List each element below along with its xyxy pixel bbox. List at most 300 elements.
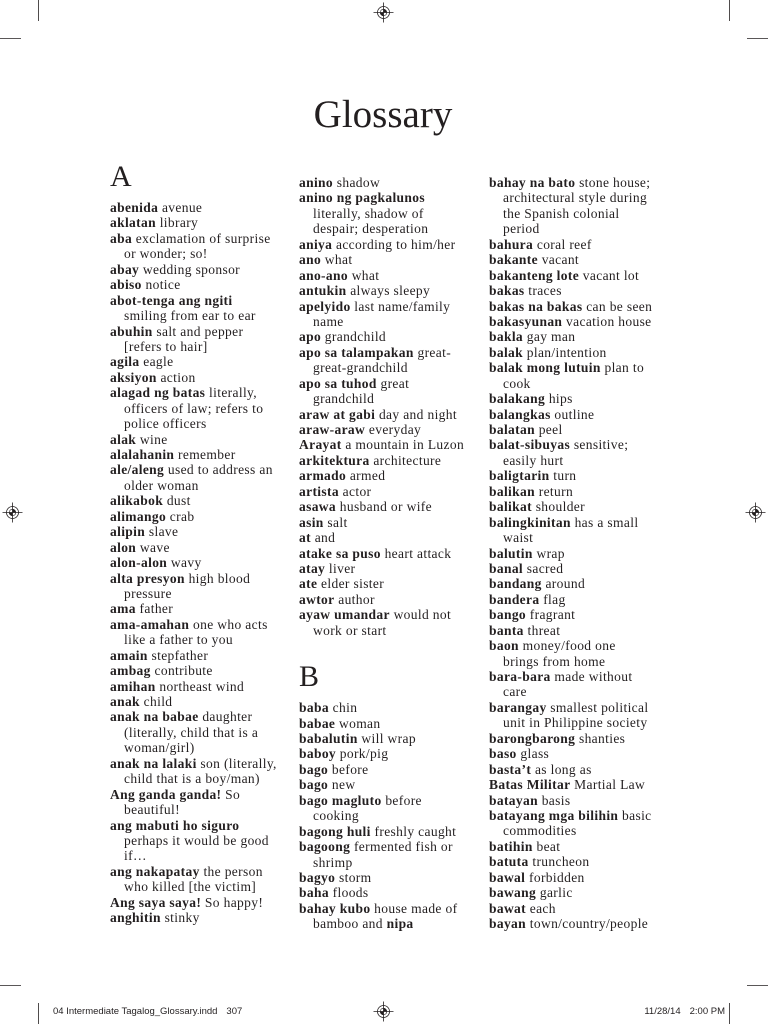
- entry-headword: Arayat: [299, 437, 342, 453]
- entry-continuation-line: [489, 376, 669, 391]
- entry-definition-continued: beautiful!: [124, 802, 180, 818]
- entry-first-line: [299, 700, 479, 715]
- entry-first-line: [110, 787, 290, 802]
- entry-first-line: [299, 299, 479, 314]
- glossary-column-2: [299, 175, 479, 932]
- entry-definition: storm: [339, 869, 372, 885]
- section-letter-heading: B: [299, 660, 320, 694]
- entry-first-line: [489, 870, 669, 885]
- entry-first-line: [299, 437, 479, 452]
- entry-definition: action: [160, 369, 196, 385]
- glossary-entry: [489, 638, 669, 669]
- entry-definition-continued: if…: [124, 848, 147, 864]
- glossary-entry: [110, 601, 290, 616]
- entry-headword: abiso: [110, 277, 142, 293]
- entry-first-line: [489, 762, 669, 777]
- entry-definition: threat: [527, 622, 561, 638]
- entry-first-line: [489, 777, 669, 792]
- entry-definition: floods: [332, 885, 369, 901]
- section-letter-heading: A: [110, 160, 132, 193]
- entry-headword: balikan: [489, 483, 535, 499]
- entry-headword: arkitektura: [299, 452, 370, 468]
- glossary-entry: [299, 407, 479, 422]
- entry-headword: balatan: [489, 422, 535, 437]
- glossary-entry: [110, 493, 290, 508]
- entry-headword: alipin: [110, 524, 146, 540]
- entry-definition: stepfather: [151, 647, 209, 663]
- entry-definition-continued: bamboo and: [313, 916, 383, 932]
- entry-continuation-line: [110, 848, 290, 863]
- entry-definition-continued: care: [503, 684, 527, 700]
- entry-headword: barongbarong: [489, 730, 576, 746]
- entry-headword: apo sa talampakan: [299, 344, 414, 360]
- glossary-entry: [299, 731, 479, 746]
- glossary-entry: [489, 252, 669, 267]
- entry-headword: amain: [110, 647, 148, 663]
- entry-definition: salt: [327, 514, 348, 530]
- entry-definition: northeast wind: [159, 678, 245, 694]
- entry-definition: basic: [622, 807, 652, 823]
- entry-first-line: [110, 385, 290, 400]
- entry-definition: child: [143, 694, 173, 709]
- entry-definition: So: [225, 786, 241, 802]
- entry-first-line: [489, 437, 669, 452]
- glossary-entry: [489, 576, 669, 591]
- entry-headword: babae: [299, 715, 336, 731]
- glossary-entry: [489, 808, 669, 839]
- entry-definition: the person: [203, 863, 263, 879]
- entry-first-line: [299, 499, 479, 514]
- glossary-entry: [489, 546, 669, 561]
- entry-definition: Martial Law: [574, 777, 646, 793]
- entry-first-line: [299, 824, 479, 839]
- entry-definition: used to address an: [167, 462, 273, 478]
- entry-first-line: [110, 648, 290, 663]
- glossary-entry: [299, 870, 479, 885]
- entry-first-line: [489, 422, 669, 437]
- entry-headword: ang nakapatay: [110, 863, 200, 879]
- glossary-entry: [110, 509, 290, 524]
- glossary-entry: [299, 422, 479, 437]
- entry-headword: abenida: [110, 200, 159, 215]
- entry-definition: great: [380, 375, 410, 391]
- entry-headword: ano: [299, 252, 322, 268]
- entry-first-line: [489, 793, 669, 808]
- entry-continuation-line: [110, 725, 290, 740]
- entry-first-line: [299, 484, 479, 499]
- entry-definition: one who acts: [193, 616, 268, 632]
- glossary-entry: [110, 370, 290, 385]
- entry-first-line: [489, 268, 669, 283]
- glossary-entry: [299, 576, 479, 591]
- entry-headword: araw at gabi: [299, 406, 376, 422]
- glossary-entry: [489, 329, 669, 344]
- entry-definition-continued: grandchild: [313, 391, 375, 407]
- entry-first-line: [489, 731, 669, 746]
- glossary-entry: [299, 793, 479, 824]
- entry-definition: heart attack: [384, 545, 452, 561]
- footer-time: 2:00 PM: [689, 1006, 725, 1017]
- entry-headword: abay: [110, 261, 140, 277]
- glossary-entry: [299, 376, 479, 407]
- entry-definition: new: [331, 777, 356, 793]
- entry-headword: aksiyon: [110, 369, 157, 385]
- entry-first-line: [299, 252, 479, 267]
- entry-headword: atake sa puso: [299, 545, 381, 561]
- glossary-entry: [110, 540, 290, 555]
- entry-continuation-line: [110, 478, 290, 493]
- glossary-entry: [299, 824, 479, 839]
- entry-definition: avenue: [161, 200, 203, 215]
- entry-definition: plan to: [604, 360, 645, 376]
- entry-headword: aba: [110, 230, 133, 246]
- glossary-entry: [110, 648, 290, 663]
- entry-headword: bandera: [489, 591, 540, 607]
- entry-definition: made without: [554, 669, 633, 684]
- glossary-entry: [110, 555, 290, 570]
- footer-file-name: 04 Intermediate Tagalog_Glossary.indd: [53, 1006, 218, 1017]
- glossary-entry: [299, 453, 479, 468]
- glossary-entry: [299, 190, 479, 236]
- entry-first-line: [489, 329, 669, 344]
- glossary-entry: [110, 277, 290, 292]
- entry-continuation-line: [489, 654, 669, 669]
- entry-definition: vacation house: [566, 313, 652, 329]
- glossary-entry: [489, 175, 669, 237]
- entry-definition: literally,: [209, 385, 257, 401]
- glossary-entry: [110, 694, 290, 709]
- glossary-entry: [299, 746, 479, 761]
- entry-definition: as long as: [534, 761, 592, 777]
- entry-continuation-line: [299, 221, 479, 236]
- entry-headword: baon: [489, 638, 519, 654]
- entry-first-line: [299, 283, 479, 298]
- entry-definition: house made of: [374, 900, 458, 916]
- entry-definition-continued: pressure: [124, 585, 172, 601]
- entry-definition: high blood: [188, 570, 251, 586]
- glossary-entry: [299, 762, 479, 777]
- entry-headword: banal: [489, 560, 524, 576]
- entry-headword: baboy: [299, 746, 337, 762]
- entry-headword: balat-sibuyas: [489, 437, 571, 453]
- glossary-entry: [489, 422, 669, 437]
- glossary-entry: [489, 607, 669, 622]
- entry-headword: ale/aleng: [110, 462, 165, 478]
- entry-first-line: [489, 407, 669, 422]
- glossary-entry: [299, 237, 479, 252]
- entry-first-line: [299, 607, 479, 622]
- entry-first-line: [299, 870, 479, 885]
- glossary-entry: [110, 571, 290, 602]
- entry-definition: armed: [349, 468, 386, 484]
- entry-headword: batayang mga bilihin: [489, 807, 619, 823]
- glossary-entry: [110, 818, 290, 864]
- entry-headword: bara-bara: [489, 669, 551, 684]
- glossary-entry: [110, 354, 290, 369]
- entry-headword: bago: [299, 761, 329, 777]
- entry-definition-continued: [refers to hair]: [124, 338, 208, 354]
- entry-first-line: [299, 329, 479, 344]
- glossary-entry: [299, 252, 479, 267]
- entry-definition: what: [351, 267, 380, 283]
- glossary-entry: [489, 484, 669, 499]
- entry-first-line: [299, 407, 479, 422]
- glossary-entry: [299, 716, 479, 731]
- entry-definition-continued: work or start: [313, 622, 387, 638]
- entry-definition: what: [324, 252, 353, 268]
- entry-definition-continued: brings from home: [503, 653, 606, 669]
- entry-first-line: [110, 679, 290, 694]
- entry-definition: shoulder: [535, 499, 585, 515]
- entry-first-line: [299, 731, 479, 746]
- entry-first-line: [299, 345, 479, 360]
- entry-definition-continued: architectural style during: [503, 190, 648, 206]
- entry-definition: shanties: [578, 730, 626, 746]
- entry-definition: last name/family: [354, 298, 451, 314]
- page-title: Glossary: [313, 93, 453, 136]
- glossary-entry: [110, 324, 290, 355]
- entry-continuation-line: [110, 833, 290, 848]
- registration-mark-right: [746, 503, 766, 523]
- entry-definition: eagle: [143, 354, 174, 370]
- entry-first-line: [299, 237, 479, 252]
- entry-first-line: [489, 283, 669, 298]
- entry-headword: balak: [489, 344, 524, 360]
- entry-continuation-line: [489, 206, 669, 221]
- entry-definition: sacred: [526, 560, 564, 576]
- entry-definition: freshly caught: [374, 823, 457, 839]
- glossary-entry: [299, 175, 479, 190]
- entry-definition: outline: [554, 406, 595, 422]
- glossary-entry: [299, 885, 479, 900]
- entry-first-line: [299, 515, 479, 530]
- entry-headword: banta: [489, 622, 524, 638]
- glossary-entry: [110, 663, 290, 678]
- entry-first-line: [489, 592, 669, 607]
- entry-definition: coral reef: [536, 236, 592, 252]
- entry-first-line: [299, 793, 479, 808]
- entry-definition-continued: cook: [503, 375, 531, 391]
- glossary-entry: [489, 391, 669, 406]
- glossary-entry: [489, 916, 669, 931]
- glossary-entry: [299, 468, 479, 483]
- entry-definition: father: [139, 601, 174, 617]
- entry-headword: alikabok: [110, 493, 164, 509]
- entry-definition-continued: woman/girl): [124, 740, 195, 756]
- entry-continuation-line: [299, 206, 479, 221]
- entry-first-line: [110, 277, 290, 292]
- glossary-entry: [299, 268, 479, 283]
- entry-headword: ano-ano: [299, 267, 348, 283]
- entry-definition: author: [338, 591, 375, 607]
- entry-definition: actor: [342, 483, 372, 499]
- entry-definition: truncheon: [532, 854, 590, 870]
- entry-definition: sensitive;: [573, 437, 629, 453]
- entry-first-line: [299, 546, 479, 561]
- entry-headword: anino: [299, 175, 334, 190]
- entry-inline-term: nipa: [386, 916, 414, 932]
- entry-headword: apelyido: [299, 298, 351, 314]
- entry-definition-continued: who killed [the victim]: [124, 879, 257, 895]
- entry-definition: gay man: [526, 329, 576, 345]
- entry-headword: alon: [110, 539, 137, 555]
- entry-headword: antukin: [299, 283, 347, 299]
- entry-headword: baligtarin: [489, 468, 550, 484]
- entry-headword: apo: [299, 329, 322, 345]
- entry-first-line: [489, 468, 669, 483]
- entry-headword: batayan: [489, 792, 538, 808]
- entry-first-line: [299, 716, 479, 731]
- entry-headword: apo sa tuhod: [299, 375, 377, 391]
- entry-continuation-line: [299, 808, 479, 823]
- entry-headword: aklatan: [110, 215, 156, 231]
- entry-headword: bawat: [489, 900, 527, 916]
- glossary-entry: [489, 746, 669, 761]
- entry-definition: wrap: [536, 545, 565, 561]
- glossary-column-1: [110, 159, 290, 926]
- entry-definition: turn: [553, 468, 577, 484]
- entry-first-line: [110, 709, 290, 724]
- entry-definition: remember: [178, 447, 236, 462]
- glossary-entry: [489, 499, 669, 514]
- entry-first-line: [110, 462, 290, 477]
- entry-headword: bawang: [489, 885, 537, 901]
- entry-first-line: [489, 360, 669, 375]
- entry-first-line: [299, 376, 479, 391]
- entry-first-line: [299, 422, 479, 437]
- entry-continuation-line: [299, 360, 479, 375]
- registration-mark-left: [3, 503, 23, 523]
- glossary-entry: [489, 885, 669, 900]
- glossary-entry: [489, 839, 669, 854]
- glossary-entry: [489, 592, 669, 607]
- entry-definition: wavy: [170, 555, 202, 571]
- entry-definition-continued: shrimp: [313, 854, 353, 870]
- glossary-entry: [110, 262, 290, 277]
- entry-headword: balakang: [489, 391, 546, 407]
- entry-headword: basta’t: [489, 761, 532, 777]
- glossary-entry: [110, 231, 290, 262]
- entry-definition: husband or wife: [339, 499, 432, 515]
- glossary-entry: [489, 623, 669, 638]
- entry-headword: anino ng pagkalunos: [299, 190, 425, 206]
- entry-definition-continued: (literally, child that is a: [124, 724, 259, 740]
- entry-continuation-line: [110, 246, 290, 261]
- entry-first-line: [299, 762, 479, 777]
- entry-definition-continued: police officers: [124, 416, 207, 432]
- entry-first-line: [489, 839, 669, 854]
- entry-definition-continued: period: [503, 221, 540, 237]
- entry-first-line: [110, 663, 290, 678]
- entry-headword: anak: [110, 694, 140, 709]
- entry-continuation-line: [489, 221, 669, 236]
- entry-definition: wave: [139, 539, 170, 555]
- entry-definition-continued: or wonder; so!: [124, 246, 208, 262]
- entry-continuation-line: [489, 823, 669, 838]
- entry-definition: vacant: [541, 252, 580, 268]
- entry-first-line: [299, 839, 479, 854]
- entry-headword: babalutin: [299, 731, 358, 746]
- entry-continuation-line: [299, 314, 479, 329]
- entry-definition: stone house;: [579, 175, 651, 190]
- entry-definition-continued: waist: [503, 530, 534, 546]
- glossary-entry: [489, 901, 669, 916]
- entry-first-line: [299, 901, 479, 916]
- entry-first-line: [110, 354, 290, 369]
- glossary-entry: [489, 345, 669, 360]
- entry-continuation-line: [489, 453, 669, 468]
- entry-definition-continued: smiling from ear to ear: [124, 308, 256, 324]
- glossary-entry: [299, 839, 479, 870]
- entry-headword: ang mabuti ho siguro: [110, 817, 240, 833]
- entry-first-line: [489, 700, 669, 715]
- entry-first-line: [299, 561, 479, 576]
- entry-definition-continued: name: [313, 313, 344, 329]
- entry-definition: hips: [548, 391, 573, 407]
- entry-first-line: [489, 576, 669, 591]
- entry-headword: anak na lalaki: [110, 755, 197, 771]
- entry-definition: woman: [339, 715, 381, 731]
- entry-definition: would not: [393, 607, 452, 623]
- entry-definition-continued: literally, shadow of: [313, 205, 424, 221]
- footer-timestamp: [644, 1006, 725, 1018]
- entry-headword: bawal: [489, 869, 526, 885]
- entry-definition: chin: [332, 700, 358, 716]
- entry-continuation-line: [110, 339, 290, 354]
- entry-headword: bakasyunan: [489, 313, 563, 329]
- entry-continuation-line: [110, 586, 290, 601]
- glossary-entry: [110, 447, 290, 462]
- entry-headword: bango: [489, 607, 527, 623]
- entry-first-line: [489, 808, 669, 823]
- entry-first-line: [110, 215, 290, 230]
- entry-headword: bahay na bato: [489, 175, 576, 190]
- entry-headword: asin: [299, 514, 324, 530]
- entry-definition: stinky: [164, 910, 200, 926]
- entry-headword: bago: [299, 777, 329, 793]
- entry-definition-continued: cooking: [313, 808, 359, 824]
- entry-first-line: [110, 293, 290, 308]
- entry-definition: can be seen: [586, 298, 653, 314]
- entry-headword: asawa: [299, 499, 337, 515]
- entry-headword: bayan: [489, 916, 527, 931]
- entry-definition: vacant lot: [582, 267, 640, 283]
- entry-definition: son (literally,: [200, 755, 277, 771]
- entry-first-line: [489, 314, 669, 329]
- entry-first-line: [110, 864, 290, 879]
- entry-definition: everyday: [368, 422, 422, 437]
- entry-definition-continued: despair; desperation: [313, 221, 429, 237]
- entry-first-line: [299, 530, 479, 545]
- glossary-entry: [489, 407, 669, 422]
- glossary-entry: [110, 462, 290, 493]
- entry-first-line: [489, 854, 669, 869]
- entry-first-line: [110, 509, 290, 524]
- entry-continuation-line: [110, 740, 290, 755]
- entry-continuation-line: [110, 632, 290, 647]
- entry-headword: bagyo: [299, 869, 336, 885]
- entry-headword: Ang saya saya!: [110, 894, 202, 910]
- entry-headword: bagoong: [299, 839, 351, 855]
- glossary-entry: [110, 864, 290, 895]
- entry-continuation-line: [110, 308, 290, 323]
- entry-headword: ayaw umandar: [299, 607, 390, 623]
- entry-definition: grandchild: [324, 329, 387, 345]
- entry-headword: anghitin: [110, 910, 161, 926]
- glossary-entry: [489, 870, 669, 885]
- entry-definition: before: [331, 761, 369, 777]
- registration-mark-top: [374, 3, 394, 23]
